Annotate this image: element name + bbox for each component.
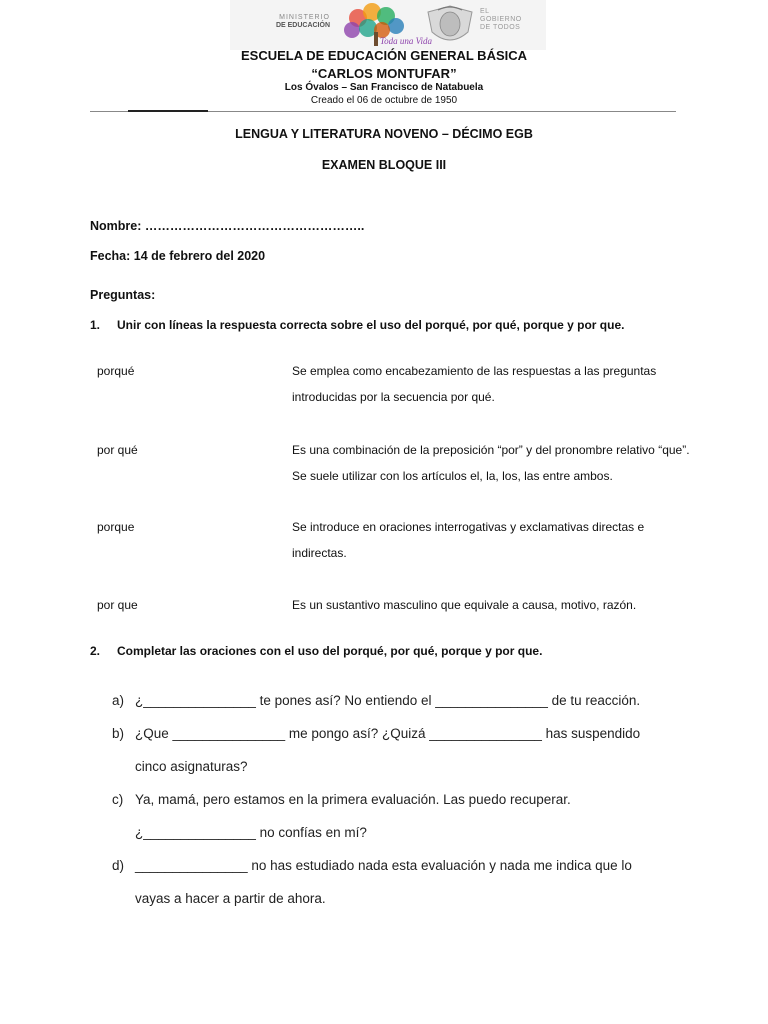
fill-in-list	[112, 684, 692, 915]
school-location: Los Óvalos – San Francisco de Natabuela	[284, 82, 484, 93]
vida-logo-text: Toda una Vida	[380, 36, 433, 46]
list-item-b	[112, 717, 692, 750]
list-item-b-continued: cinco asignaturas?	[135, 759, 248, 774]
list-item-c	[112, 783, 692, 816]
question-1-text: Unir con líneas la respuesta correcta sobre el uso del porqué, por qué, porque y por que.	[117, 318, 625, 332]
list-letter: c)	[112, 792, 124, 807]
ministerio-line1: MINISTERIO	[279, 14, 330, 21]
question-1-number: 1.	[90, 318, 101, 332]
question-2	[90, 644, 542, 658]
list-item-text: ¿_______________ te pones así? No entiendo el _______________ de tu reacción.	[135, 693, 641, 708]
term-porque: porque	[97, 520, 135, 534]
toda-una-vida-logo	[338, 2, 433, 48]
gobierno-logo	[480, 8, 546, 48]
definition-3: Se introduce en oraciones interrogativas y exclamativas directas e indirectas.	[292, 520, 645, 560]
list-letter: b)	[112, 726, 125, 741]
gobierno-line3: DE TODOS	[480, 24, 521, 31]
list-item-a	[112, 684, 692, 717]
question-2-text: Completar las oraciones con el uso del porqué, por qué, porque y por que.	[117, 644, 543, 658]
header-divider-accent	[128, 110, 208, 112]
definition-4: Es un sustantivo masculino que equivale a causa, motivo, razón.	[292, 598, 637, 612]
term-porque-accent: porqué	[97, 364, 135, 378]
list-item-text: Ya, mamá, pero estamos en la primera evaluación. Las puedo recuperar.	[135, 792, 571, 807]
date-label: Fecha: 14 de febrero del 2020	[90, 249, 266, 263]
exam-subject: LENGUA Y LITERATURA NOVENO – DÉCIMO EGB	[235, 127, 533, 141]
ministerio-line2: DE EDUCACIÓN	[275, 22, 330, 29]
definition-1: Se emplea como encabezamiento de las respuestas a las preguntas introducidas por la secuencia por qué.	[292, 364, 657, 404]
school-name: ESCUELA DE EDUCACIÓN GENERAL BÁSICA	[240, 48, 528, 63]
gobierno-line2: GOBIERNO	[480, 16, 522, 23]
school-name-quoted: “CARLOS MONTUFAR”	[311, 66, 457, 81]
questions-heading: Preguntas:	[90, 288, 156, 302]
list-item-d-continued: vayas a hacer a partir de ahora.	[135, 891, 326, 906]
term-por-que-accent: por qué	[97, 443, 138, 457]
list-item-d	[112, 849, 692, 882]
name-field-label: Nombre: ……………………………………………..	[90, 219, 365, 233]
gobierno-line1: EL	[480, 8, 490, 15]
exam-title: EXAMEN BLOQUE III	[321, 158, 447, 172]
ecuador-coat-of-arms	[424, 4, 476, 48]
term-por-que: por que	[97, 598, 138, 612]
list-letter: a)	[112, 693, 125, 708]
question-1	[90, 318, 624, 332]
list-item-text: _______________ no has estudiado nada esta evaluación y nada me indica que lo	[135, 858, 632, 873]
list-letter: d)	[112, 858, 125, 873]
list-item-c-continued: ¿_______________ no confías en mí?	[135, 825, 367, 840]
school-created: Creado el 06 de octubre de 1950	[310, 95, 458, 106]
ministerio-logo	[238, 14, 330, 42]
definition-2: Es una combinación de la preposición “por” y del pronombre relativo “que”. Se suele utilizar con los artículos el, la, los, las entre ambos.	[292, 443, 690, 483]
question-2-number: 2.	[90, 644, 101, 658]
list-item-text: ¿Que _______________ me pongo así? ¿Quizá _______________ has suspendido	[135, 726, 641, 741]
